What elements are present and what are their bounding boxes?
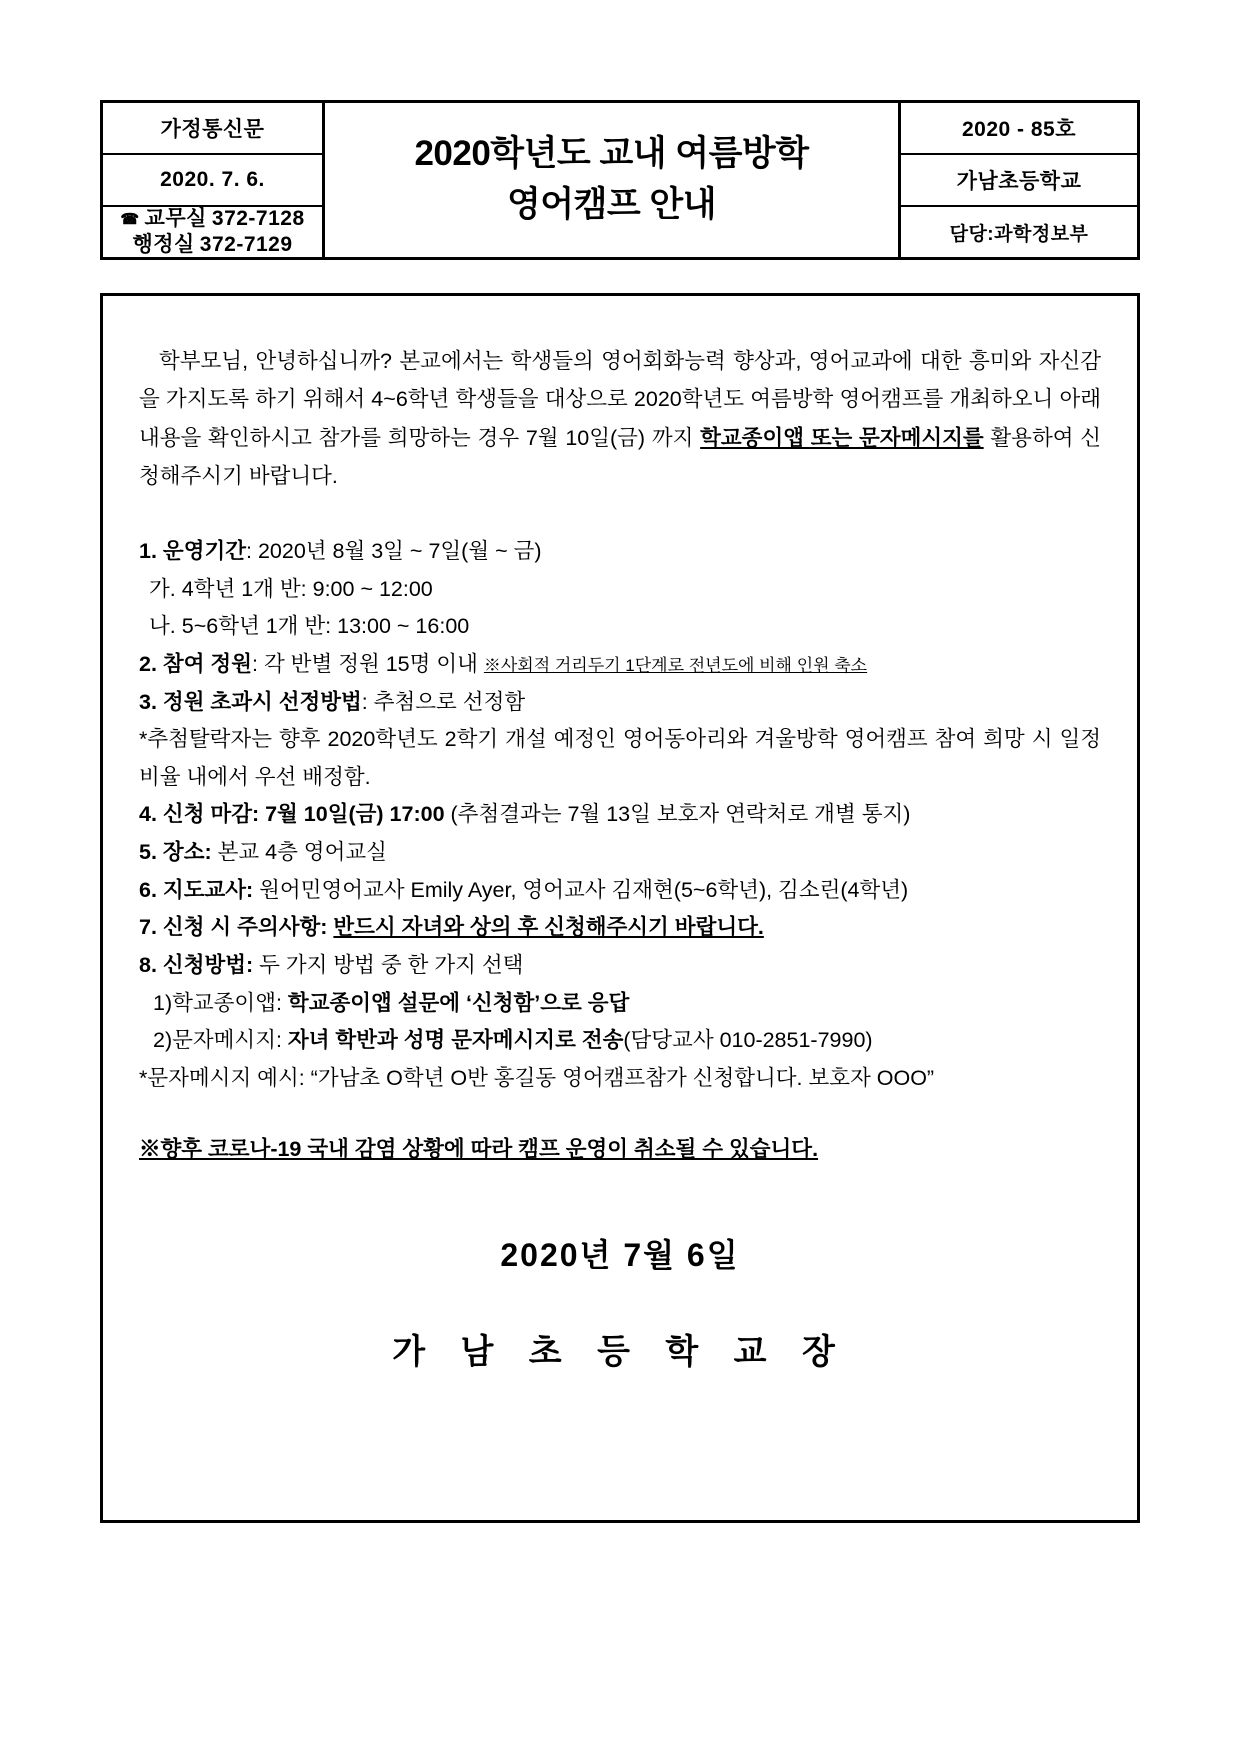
header-right-column: [901, 103, 1137, 257]
list-item-1b: [139, 608, 1101, 646]
header-title-block: [325, 103, 901, 257]
intro-emphasis: 학교종이앱 또는 문자메시지를: [700, 425, 984, 450]
item8-label: 신청방법:: [162, 952, 254, 977]
signature-date: 2020년 7월 6일: [500, 1236, 740, 1273]
list-item-6: [139, 872, 1101, 910]
item2-label: 참여 정원: [162, 651, 252, 676]
method-1: [139, 985, 1101, 1023]
office2-label: 행정실: [132, 232, 195, 256]
item7-num: 7.: [139, 915, 157, 940]
phone-row-office1: [120, 207, 304, 231]
method2-bold: 자녀 학반과 성명 문자메시지로 전송: [287, 1028, 624, 1053]
item1-num: 1.: [139, 539, 157, 564]
method2-prefix: 2)문자메시지:: [153, 1028, 288, 1053]
document-header: [100, 100, 1140, 260]
header-left-column: [103, 103, 325, 257]
item2-small-note: ※사회적 거리두기 1단계로 전년도에 비해 인원 축소: [483, 655, 868, 675]
signature-name: 가 남 초 등 학 교 장: [392, 1332, 848, 1371]
item5-value: 본교 4층 영어교실: [211, 840, 387, 865]
telephone-icon: ☎: [120, 210, 140, 228]
title-line-1: 2020학년도 교내 여름방학: [414, 134, 809, 174]
list-item-8: [139, 947, 1101, 985]
notice-list: [139, 533, 1101, 1373]
office1-label: 교무실: [144, 207, 207, 231]
item4-value: (추첨결과는 7월 13일 보호자 연락처로 개별 통지): [444, 802, 911, 827]
cancellation-warning: ※향후 코로나-19 국내 감염 상황에 따라 캠프 운영이 취소될 수 있습니다.: [139, 1137, 819, 1162]
list-item-2: [139, 646, 1101, 684]
item7-label: 신청 시 주의사항:: [162, 915, 334, 940]
list-item-3: [139, 684, 1101, 722]
item5-label: 장소:: [162, 840, 212, 865]
intro-paragraph: [139, 342, 1101, 495]
school-name: 가남초등학교: [901, 155, 1137, 207]
list-item-4: [139, 796, 1101, 834]
item1-sep: :: [246, 539, 258, 564]
list-item-1: [139, 533, 1101, 571]
intro-part1: 학부모님, 안녕하십니까? 본교에서는 학생들의 영어회화능력 향상과, 영어교과에 대한 흥미와 자신감을 가지도록 하기 위해서 4~6학년 학생들을 대상으로 2020학년도 여름방학 영어캠프를 개최하오니 아래 내용을 확인하시고 참가를 희망하는 경우 7월 10일(금) 까지: [139, 349, 1101, 450]
item2-value: 각 반별 정원 15명 이내: [263, 651, 484, 676]
item4-num: 4.: [139, 802, 157, 827]
office2-number: 372-7129: [199, 232, 293, 256]
office1-number: 372-7128: [211, 207, 305, 231]
item3-num: 3.: [139, 689, 157, 714]
item6-num: 6.: [139, 877, 157, 902]
item3-label: 정원 초과시 선정방법: [162, 689, 362, 714]
item3-value: 추첨으로 선정함: [373, 689, 526, 714]
item2-num: 2.: [139, 651, 157, 676]
sms-example: *문자메시지 예시: “가남초 O학년 O반 홍길동 영어캠프참가 신청합니다. 보호자 OOO”: [139, 1065, 935, 1090]
document-body: [100, 293, 1140, 1523]
item1a-value: 4학년 1개 반: 9:00 ~ 12:00: [181, 576, 433, 601]
item6-value: 원어민영어교사 Emily Ayer, 영어교사 김재현(5~6학년), 김소린(4학년): [253, 877, 909, 902]
item8-num: 8.: [139, 952, 157, 977]
intro-part2: 활용하여 신청해주시기 바랍니다.: [139, 425, 1102, 488]
item7-underlined: 반드시 자녀와 상의 후 신청해주시기 바랍니다.: [333, 915, 764, 940]
list-item-5: [139, 834, 1101, 872]
contact-phones: [103, 207, 322, 257]
item1-label: 운영기간: [162, 539, 246, 564]
title-line-2: 영어캠프 안내: [506, 185, 717, 224]
document-type: 가정통신문: [103, 103, 322, 155]
item2-sep: :: [251, 651, 264, 676]
department-name: 담당:과학정보부: [949, 223, 1089, 245]
method1-prefix: 1)학교종이앱:: [153, 990, 288, 1015]
item1b-value: 5~6학년 1개 반: 13:00 ~ 16:00: [181, 614, 470, 639]
phone-row-office2: [132, 233, 292, 257]
item8-value: 두 가지 방법 중 한 가지 선택: [253, 952, 524, 977]
item5-num: 5.: [139, 840, 157, 865]
item4-label: 신청 마감: 7월 10일(금) 17:00: [162, 802, 445, 827]
item3-sep: :: [361, 689, 374, 714]
list-item-7: [139, 909, 1101, 947]
method-2: [139, 1022, 1101, 1060]
document-date: 2020. 7. 6.: [103, 155, 322, 207]
method2-tail: (담당교사 010-2851-7990): [623, 1028, 873, 1053]
document-number: 2020 - 85호: [901, 103, 1137, 155]
list-item-1a: [139, 571, 1101, 609]
lottery-note: *추첨탈락자는 향후 2020학년도 2학기 개설 예정인 영어동아리와 겨울방학 영어캠프 참여 희망 시 일정 비율 내에서 우선 배정함.: [139, 727, 1101, 789]
item1b-num: 나.: [149, 614, 176, 639]
item6-label: 지도교사:: [162, 877, 254, 902]
item1-value: 2020년 8월 3일 ~ 7일(월 ~ 금): [257, 539, 542, 564]
item1a-num: 가.: [149, 576, 176, 601]
method1-bold: 학교종이앱 설문에 ‘신청함’으로 응답: [287, 990, 630, 1015]
